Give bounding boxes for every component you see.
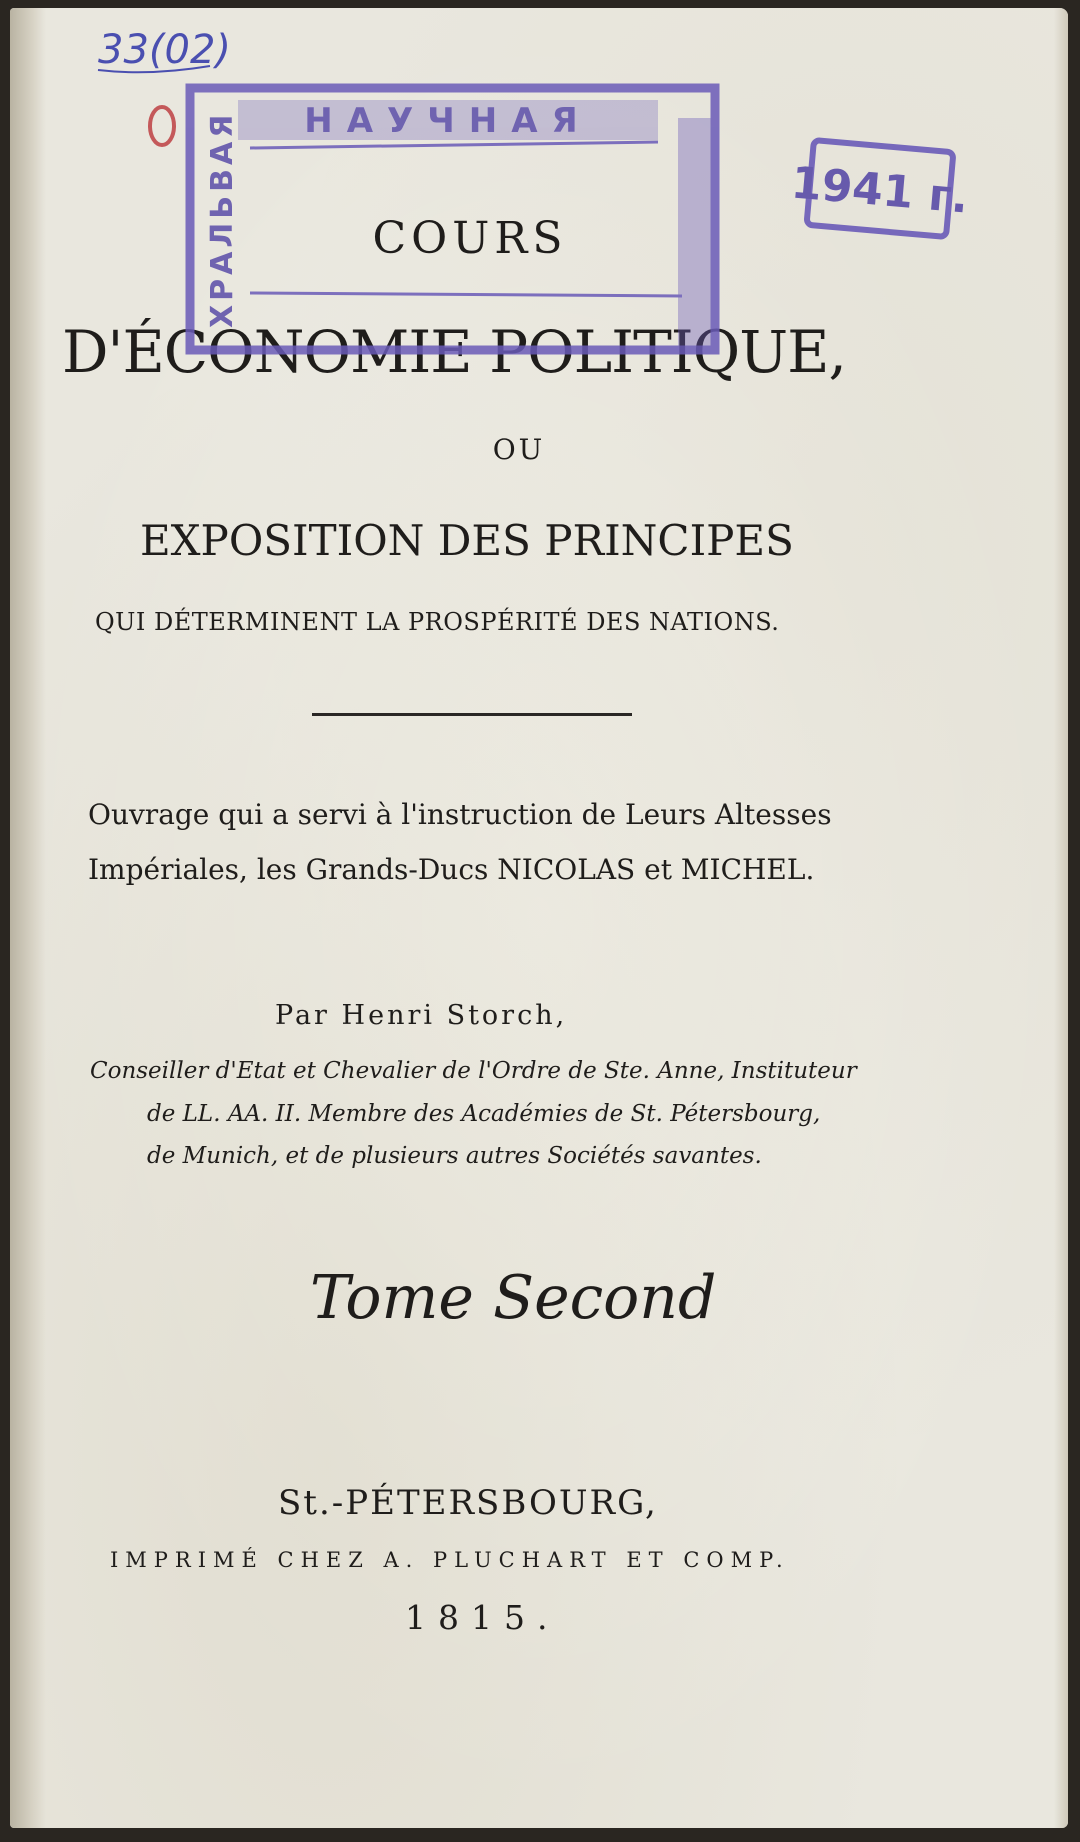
author-byline: Par Henri Storch, (275, 1000, 568, 1031)
shelfmark-underline (98, 66, 210, 72)
stamp-side-text: ХРАЛЬВАЯ (205, 110, 240, 328)
title-page (10, 8, 1068, 1828)
stamp-inner-rule-bottom (250, 293, 682, 296)
divider-rule (312, 713, 632, 716)
author-credentials-line-3: de Munich, et de plusieurs autres Sociétés savantes. (147, 1143, 762, 1169)
title-ou: OU (492, 433, 546, 466)
dedication-line-2: Impériales, les Grands-Ducs NICOLAS et MICHEL. (88, 853, 815, 886)
author-credentials-line-2: de LL. AA. II. Membre des Académies de St. Pétersbourg, (147, 1101, 821, 1127)
red-pencil-mark (150, 107, 174, 145)
dedication-line-1: Ouvrage qui a servi à l'instruction de Leurs Altesses (88, 798, 832, 831)
stamp-header-band (238, 100, 658, 140)
imprint-year: 1815. (405, 1598, 560, 1637)
title-subtitle: QUI DÉTERMINENT LA PROSPÉRITÉ DES NATIONS. (95, 608, 780, 636)
main-title: D'ÉCONOMIE POLITIQUE, (62, 318, 846, 386)
imprint-city: St.-PÉTERSBOURG, (278, 1483, 658, 1523)
title-cours: COURS (372, 213, 568, 264)
handwritten-shelfmark: 33(02) (98, 27, 232, 73)
stamp-inner-rule-top (250, 142, 658, 148)
year-stamp-text: 1941 г. (789, 157, 971, 224)
stamp-header-text: НАУЧНАЯ (304, 101, 592, 141)
title-exposition: EXPOSITION DES PRINCIPES (140, 516, 794, 565)
author-credentials-line-1: Conseiller d'Etat et Chevalier de l'Ordre de Ste. Anne, Instituteur (90, 1058, 857, 1084)
page-gutter-shadow (10, 8, 46, 1828)
volume-label: Tome Second (310, 1263, 717, 1333)
year-stamp (789, 140, 970, 237)
year-stamp-frame (807, 140, 954, 237)
imprint-printer: IMPRIMÉ CHEZ A. PLUCHART ET COMP. (110, 1548, 790, 1572)
page-edge-shadow (1054, 8, 1068, 1828)
